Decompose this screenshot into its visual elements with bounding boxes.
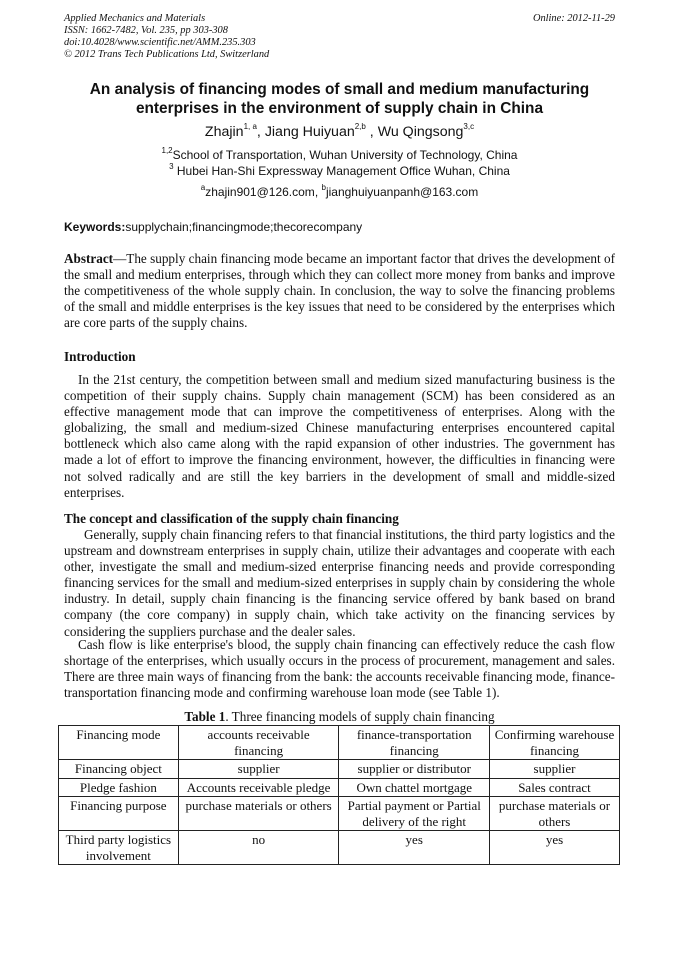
affiliation [64, 164, 615, 178]
table-cell: yes [489, 831, 619, 865]
concept-paragraph-2: Cash flow is like enterprise's blood, the supply chain financing can effectively reduce the cash flow shortage of the enterprises, which usually occurs in the process of procurement, management and sales. There are three main ways of financing from the bank: the accounts receivable financing mode, finance-transportation financing mode and confirming warehouse loan mode (see Table 1). [64, 637, 615, 701]
author-sup: 1, a [243, 122, 257, 131]
table-row [59, 760, 620, 779]
table-cell: Accounts receivable pledge [178, 778, 339, 797]
journal-name: Applied Mechanics and Materials [64, 13, 206, 24]
table-cell: supplier [178, 760, 339, 779]
table-header-cell: accounts receivable financing [178, 726, 339, 760]
table-cell: supplier [489, 760, 619, 779]
author-sup: 3,c [463, 122, 475, 131]
table-cell: purchase materials or others [178, 797, 339, 831]
section-heading-concept: The concept and classification of the supply chain financing [64, 511, 399, 526]
email-list: $^a$zhajin901@126.com, $^b$jianghuiyuanpanh@163.com [200, 183, 479, 199]
table-row [59, 797, 620, 831]
online-date: Online: 2012-11-29 [532, 13, 615, 24]
table-cell: Financing object [59, 760, 179, 779]
author-name: Jiang Huiyuan [264, 124, 355, 140]
table-cell: no [178, 831, 339, 865]
copyright-line: © 2012 Trans Tech Publications Ltd, Switzerland [64, 49, 270, 60]
table-cell: purchase materials or others [489, 797, 619, 831]
table-cell: Own chattel mortgage [339, 778, 489, 797]
email-link[interactable]: jianghuiyuanpanh@163.com [325, 185, 479, 199]
table-cell: yes [339, 831, 489, 865]
introduction-paragraph: In the 21st century, the competition between small and medium sized manufacturing business is the competition of their supply chains. Supply chain management (SCM) has been considered as an effective management mode that can improve the competitiveness of enterprises. Along with the globalizing, the small and medium-sized Chinese manufacturing enterprises encountered capital bottleneck which also came along with the rapid expansion of other industries. The government has made a lot of effort to improve the financing environment, however, the difficulties in financing were not solved radically and are still the key barriers in the development of small and middle-sized enterprises. [64, 372, 615, 500]
affiliation [64, 148, 615, 162]
author-name: Zhajin [204, 124, 244, 140]
abstract-text: —The supply chain financing mode became an important factor that drives the development of the small and medium enterprises, through which they can collect more money from banks and improve the competitiveness of the whole supply chain. In conclusion, the way to solve the financing problems of the small and middle enterprises is the key issues that need to be considered by the enterprises which are core parts of the supply chains. [64, 251, 615, 331]
table-row [59, 778, 620, 797]
affiliation-text: School of Transportation, Wuhan University of Technology, China [172, 148, 518, 162]
keywords-value: supplychain;financingmode;thecorecompany [125, 220, 363, 234]
table-caption [64, 709, 615, 725]
paper-title: An analysis of financing modes of small and medium manufacturing enterprises in the environment of supply chain in China [89, 81, 590, 117]
financing-models-table [58, 725, 620, 865]
table-header-cell: Confirming warehouse financing [489, 726, 619, 760]
issn-line: ISSN: 1662-7482, Vol. 235, pp 303-308 [64, 25, 228, 36]
author-sup: 2,b [354, 122, 366, 131]
table-cell: Financing purpose [59, 797, 179, 831]
affiliation-text: Hubei Han-Shi Expressway Management Office Wuhan, China [176, 164, 510, 178]
table-cell: Pledge fashion [59, 778, 179, 797]
table-header-cell: Financing mode [59, 726, 179, 760]
email-sup: b [321, 183, 326, 192]
doi-line: doi:10.4028/www.scientific.net/AMM.235.303 [64, 37, 256, 48]
table-cell: Sales contract [489, 778, 619, 797]
table-cell: Partial payment or Partial delivery of the right [339, 797, 489, 831]
email-sup: a [200, 183, 206, 192]
table-header-row [59, 726, 620, 760]
abstract-label: Abstract [64, 251, 114, 266]
journal-header [64, 13, 615, 61]
author-list: Zhajin$^{1, a}$, Jiang Huiyuan$^{2,b}$ , Wu Qingsong$^{3,c}$ [204, 122, 475, 140]
author-name: Wu Qingsong [377, 124, 464, 140]
affiliation-sup: 3 [169, 162, 174, 171]
table-cell: Third party logistics involvement [59, 831, 179, 865]
concept-paragraph-1: Generally, supply chain financing refers to that financial institutions, the third party logistics and the upstream and downstream enterprises in supply chain, utilize their advantages and cooperate with each other, investigate the small and medium-sized enterprise financing needs and provide corresponding financing services for the small and medium-sized enterprises in supply chain by considering the whole industry. In detail, supply chain financing is the financing service offered by bank based on brand company (the core company) in supply chain, which take activity on the financing services by considering the suppliers purchase and the dealer sales. [64, 527, 615, 639]
table-row [59, 831, 620, 865]
table-cell: supplier or distributor [339, 760, 489, 779]
section-heading-introduction: Introduction [64, 349, 136, 364]
keywords-label: Keywords: [64, 220, 126, 234]
affiliation-sup: 1,2 [161, 146, 173, 155]
table-caption-text: . Three financing models of supply chain financing [225, 709, 495, 724]
table-caption-label: Table 1 [184, 709, 226, 724]
email-link[interactable]: zhajin901@126.com [205, 185, 315, 199]
table-header-cell: finance-transportation financing [339, 726, 489, 760]
keywords [64, 220, 615, 234]
abstract [64, 251, 615, 331]
